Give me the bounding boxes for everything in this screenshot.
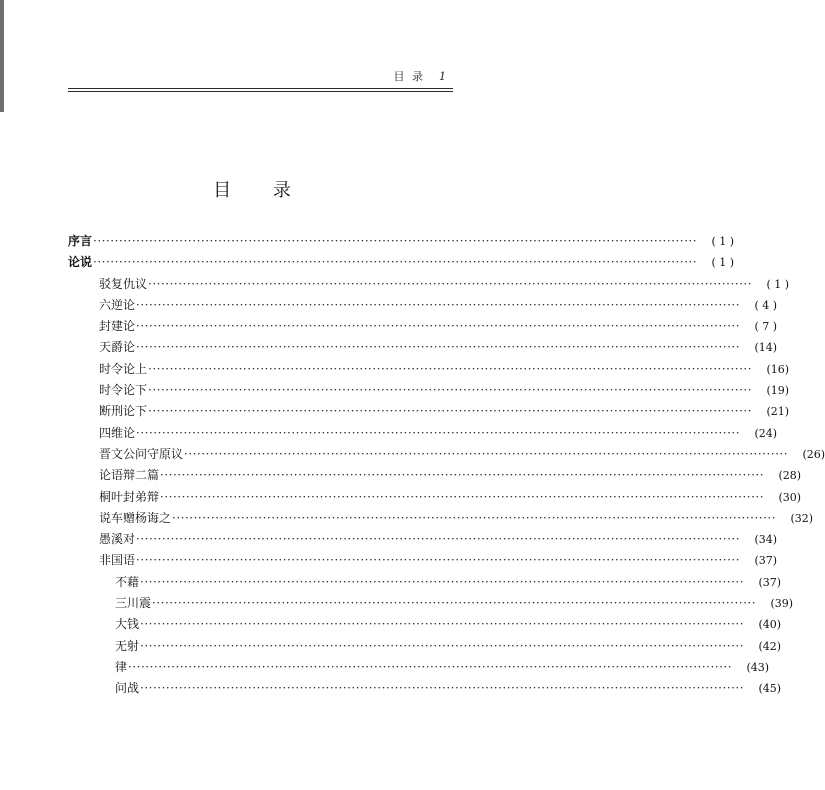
toc-entry <box>68 466 802 487</box>
toc-entry-page: (21) <box>766 405 790 419</box>
toc-entry-title: 三川震 <box>115 596 152 611</box>
dot-leader: ············································································································································ <box>160 468 765 483</box>
running-head-label: 目 录 <box>393 70 425 83</box>
dot-leader: ············································································································································ <box>136 553 741 568</box>
toc-entry-page: (43) <box>746 660 770 674</box>
toc-entry <box>68 338 778 359</box>
header-rule-thin <box>68 91 453 92</box>
toc-entry-title: 四维论 <box>99 425 136 440</box>
toc-entry-page: (16) <box>766 362 790 376</box>
toc-entry-page: (14) <box>754 341 778 355</box>
toc-entry <box>68 615 782 636</box>
dot-leader: ············································································································································ <box>140 681 745 696</box>
toc-entry-title: 问战 <box>115 681 140 696</box>
page-number: 1 <box>439 70 446 83</box>
toc-entry <box>68 530 778 551</box>
dot-leader: ············································································································································ <box>152 596 757 611</box>
toc-entry <box>68 296 778 317</box>
toc-entry <box>68 381 790 402</box>
toc-entry <box>68 658 770 679</box>
toc-entry-page: (28) <box>778 469 802 483</box>
dot-leader: ············································································································································ <box>140 617 745 632</box>
page-title: 目 录 <box>213 180 309 201</box>
toc-entry-title: 愚溪对 <box>99 532 136 547</box>
dot-leader: ············································································································································ <box>136 297 741 312</box>
toc-entry <box>68 509 814 530</box>
toc-entry <box>68 573 782 594</box>
toc-entry-page: (24) <box>754 426 778 440</box>
toc-entry <box>68 637 782 658</box>
dot-leader: ············································································································································ <box>136 340 741 355</box>
toc-entry <box>68 360 790 381</box>
dot-leader: ············································································································································ <box>136 532 741 547</box>
dot-leader: ············································································································································ <box>184 446 789 461</box>
toc-entry-page: (40) <box>758 618 782 632</box>
toc-entry-page: (26) <box>802 447 825 461</box>
toc-entry-title: 论语辩二篇 <box>99 468 160 483</box>
toc-entry-title: 时令论上 <box>99 361 148 376</box>
toc-entry-title: 大钱 <box>115 617 140 632</box>
toc-entry-page: ( 1 ) <box>711 235 735 248</box>
toc-entry-title: 桐叶封弟辩 <box>99 489 160 504</box>
toc-entry <box>68 275 790 296</box>
toc-entry <box>68 424 778 445</box>
dot-leader: ············································································································································ <box>148 404 753 419</box>
toc-entry-title: 时令论下 <box>99 383 148 398</box>
toc-entry-title: 六逆论 <box>99 297 136 312</box>
toc-entry-page: (39) <box>770 597 794 611</box>
toc-entry-title: 论说 <box>68 255 93 270</box>
toc-entry-page: ( 1 ) <box>766 277 790 291</box>
dot-leader: ············································································································································ <box>148 361 753 376</box>
toc-entry-title: 无射 <box>115 638 140 653</box>
toc-entry <box>68 232 735 253</box>
toc-entry <box>68 679 782 700</box>
dot-leader: ············································································································································ <box>136 319 741 334</box>
dot-leader: ············································································································································ <box>160 489 765 504</box>
toc-entry-page: (42) <box>758 639 782 653</box>
toc-list <box>68 232 825 701</box>
scan-edge-bar <box>0 0 4 112</box>
toc-entry-page: (30) <box>778 490 802 504</box>
dot-leader: ············································································································································ <box>128 659 733 674</box>
dot-leader: ············································································································································ <box>140 574 745 589</box>
toc-entry <box>68 317 778 338</box>
toc-entry-title: 序言 <box>68 234 93 248</box>
toc-entry-page: ( 1 ) <box>711 256 735 270</box>
toc-entry-title: 天爵论 <box>99 340 136 355</box>
toc-entry-title: 断刑论下 <box>99 404 148 419</box>
dot-leader: ············································································································································ <box>93 255 698 270</box>
dot-leader: ············································································································································ <box>93 234 698 248</box>
dot-leader: ············································································································································ <box>140 638 745 653</box>
toc-entry <box>68 551 778 572</box>
toc-entry-page: (37) <box>758 575 782 589</box>
toc-entry <box>68 253 735 274</box>
dot-leader: ············································································································································ <box>172 510 777 525</box>
toc-entry-title: 封建论 <box>99 319 136 334</box>
header-rule-thick <box>68 88 453 89</box>
dot-leader: ············································································································································ <box>148 276 753 291</box>
toc-entry-page: (45) <box>758 682 782 696</box>
toc-entry-page: (37) <box>754 554 778 568</box>
toc-entry <box>68 488 802 509</box>
dot-leader: ············································································································································ <box>148 383 753 398</box>
dot-leader: ············································································································································ <box>136 425 741 440</box>
toc-entry <box>68 594 794 615</box>
toc-entry-title: 驳复仇议 <box>99 276 148 291</box>
toc-entry-page: (34) <box>754 533 778 547</box>
toc-entry-title: 非国语 <box>99 553 136 568</box>
toc-entry-page: ( 7 ) <box>754 320 778 334</box>
toc-entry <box>68 402 790 423</box>
toc-entry-page: (32) <box>790 511 814 525</box>
toc-entry <box>68 445 825 466</box>
toc-entry-title: 晋文公问守原议 <box>99 446 184 461</box>
toc-entry-page: ( 4 ) <box>754 298 778 312</box>
running-head <box>394 68 447 84</box>
toc-entry-title: 说车赠杨诲之 <box>99 510 172 525</box>
toc-entry-page: (19) <box>766 384 790 398</box>
toc-entry-title: 律 <box>115 659 128 674</box>
toc-entry-title: 不藉 <box>115 574 140 589</box>
